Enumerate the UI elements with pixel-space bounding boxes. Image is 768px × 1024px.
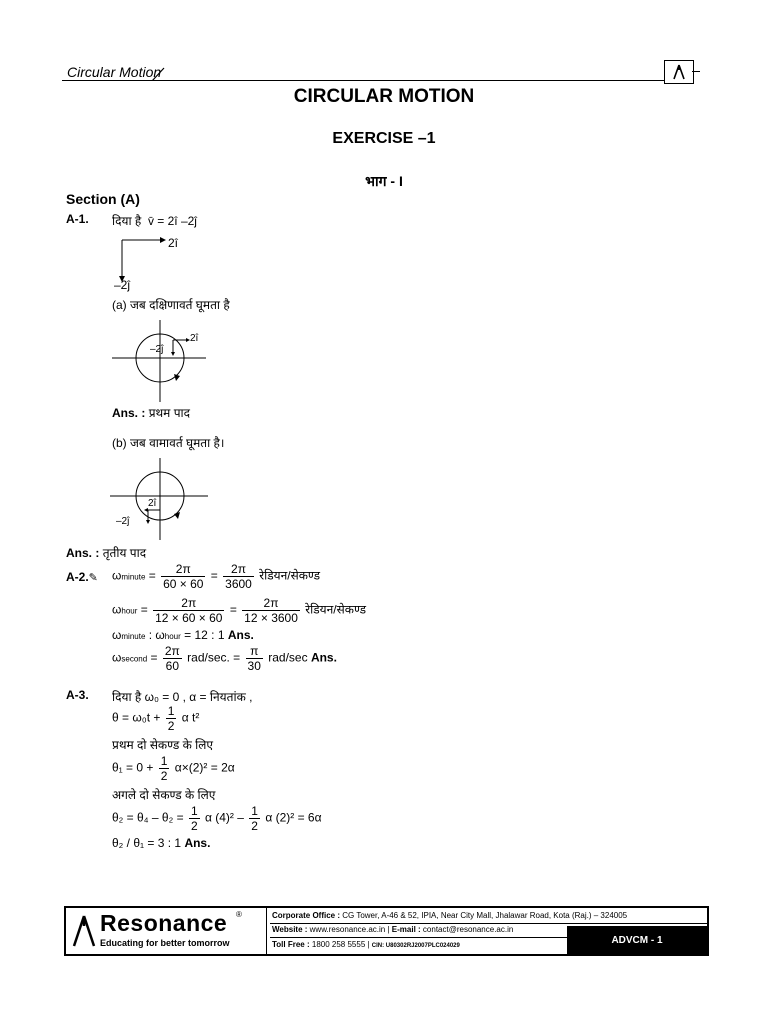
denominator: 2 xyxy=(251,819,258,833)
numerator: 2π xyxy=(242,596,300,611)
ans-marker: Ans. xyxy=(227,628,254,642)
numerator: 1 xyxy=(190,804,198,818)
omega-symbol: ω xyxy=(155,628,165,642)
corp-address: CG Tower, A-46 & 52, IPIA, Near City Mall, Jhalawar Road, Kota (Raj.) – 324005 xyxy=(342,911,628,920)
question-label-a3: A-3. xyxy=(66,688,89,702)
hour-subscript: hour xyxy=(164,632,181,641)
fraction xyxy=(163,644,182,673)
unit-text: रेडियन/सेकण्ड xyxy=(259,568,321,583)
a1-given-text: दिया है xyxy=(112,214,142,228)
brand-tagline: Educating for better tomorrow xyxy=(100,938,230,948)
diagram1-y-label: –2ĵ xyxy=(114,278,131,292)
web-label: Website : xyxy=(272,925,308,934)
corp-label: Corporate Office : xyxy=(272,911,341,920)
omega-symbol: ω xyxy=(112,568,122,583)
ans-marker: Ans. xyxy=(184,836,211,850)
minute-subscript: minute xyxy=(121,632,146,641)
denominator: 2 xyxy=(190,819,198,833)
omega-symbol: ω xyxy=(112,602,122,617)
email-link[interactable]: contact@resonance.ac.in xyxy=(422,925,514,934)
fraction xyxy=(246,644,263,673)
omega-symbol: ω xyxy=(112,628,122,642)
circle-a-x-label: 2î xyxy=(190,333,199,344)
hour-subscript: hour xyxy=(121,606,138,616)
denominator: 12 × 60 × 60 xyxy=(155,611,223,625)
a1-case-b: (b) जब वामावर्त घूमता है। xyxy=(112,436,225,450)
fraction xyxy=(166,704,177,733)
minute-subscript: minute xyxy=(121,572,146,582)
numerator: 1 xyxy=(160,754,168,768)
a3-theta-equation xyxy=(112,704,199,733)
fraction xyxy=(242,596,300,625)
denominator: 60 xyxy=(165,659,180,673)
denominator: 2 xyxy=(167,719,175,733)
numerator: π xyxy=(246,644,263,659)
a3-theta2-equation xyxy=(112,804,322,833)
a3-theta1-equation xyxy=(112,754,235,783)
omega-symbol: ω xyxy=(112,650,122,665)
page-title: CIRCULAR MOTION xyxy=(293,86,475,107)
a3-ratio xyxy=(112,836,210,850)
ans-a-label: Ans. : xyxy=(112,406,146,420)
unit-text: rad/sec. = xyxy=(187,650,241,665)
clockwise-circle-diagram xyxy=(110,318,220,404)
a2-label-text: A-2. xyxy=(66,570,89,584)
numerator: 2π xyxy=(153,596,224,611)
toll-number: 1800 258 5555 xyxy=(311,940,366,949)
numerator: 1 xyxy=(167,704,175,718)
a2-line-ratio: ωminute : ωhour = 12 : 1 Ans. xyxy=(112,628,254,642)
ans-b-label: Ans. : xyxy=(66,546,100,560)
denominator: 3600 xyxy=(225,577,252,591)
fraction xyxy=(153,596,224,625)
ans-marker: Ans. xyxy=(310,650,337,665)
question-label-a1: A-1. xyxy=(66,212,89,226)
circle-b-y-label: –2ĵ xyxy=(116,516,130,527)
toll-label: Toll Free : xyxy=(272,940,310,949)
numerator: 2π xyxy=(161,562,205,577)
a2-line-minute: ωminute = $\frac{2\pi}{60 \times 60}$ = $\frac{2\pi}{3600}$ रेडियन/सेकण्ड xyxy=(112,562,321,591)
a2-line-hour: ωhour = $\frac{2\pi}{12 \times 60 \times 60}$ = $\frac{2\pi}{12 \times 3600}$ रेडियन/सेकण्ड xyxy=(112,596,367,625)
header-rule-end xyxy=(692,71,700,72)
footer-divider xyxy=(270,923,707,924)
circle-a-y-label: –2ĵ xyxy=(150,344,164,355)
a3-first-two-seconds: प्रथम दो सेकण्ड के लिए xyxy=(112,738,214,752)
equation-middle: α (4)² – xyxy=(204,810,244,825)
email-label: E-mail : xyxy=(391,925,421,934)
equation-lhs: θ₂ = θ₄ – θ₂ = xyxy=(112,810,184,825)
a2-line-second: ωsecond = $\frac{2\pi}{60}$ rad/sec. = $\frac{\pi}{30}$ rad/sec Ans. xyxy=(112,644,337,673)
fraction xyxy=(159,754,170,783)
circle-b-x-label: 2î xyxy=(148,498,157,509)
a3-given: दिया है ω₀ = 0 , α = नियतांक , xyxy=(112,690,253,704)
fraction xyxy=(249,804,260,833)
ans-b-value: तृतीय पाद xyxy=(102,546,147,560)
equation-lhs: θ₁ = 0 + xyxy=(112,760,154,775)
unit-text: रेडियन/सेकण्ड xyxy=(305,602,367,617)
footer-brand xyxy=(66,908,267,954)
website-email: Website : www.resonance.ac.in | E-mail : contact@resonance.ac.in xyxy=(272,925,514,934)
running-header-title: Circular Motion xyxy=(67,64,162,80)
equation-rhs: α (2)² = 6α xyxy=(265,810,322,825)
equation-rhs: α t² xyxy=(181,710,200,725)
numerator: 2π xyxy=(223,562,254,577)
equation-lhs: θ = ω₀t + xyxy=(112,710,161,725)
a1-given xyxy=(112,212,197,229)
a3-next-two-seconds: अगले दो सेकण्ड के लिए xyxy=(112,788,216,802)
part-heading: भाग - I xyxy=(365,173,403,189)
question-label-a2 xyxy=(66,570,98,584)
resonance-logo-icon xyxy=(70,914,98,948)
ans-a-value: प्रथम पाद xyxy=(148,406,190,420)
denominator: 2 xyxy=(160,769,168,783)
a1-case-a: (a) जब दक्षिणावर्त घूमता है xyxy=(112,298,230,312)
counterclockwise-circle-diagram xyxy=(108,456,218,542)
second-subscript: second xyxy=(121,654,148,664)
fraction xyxy=(223,562,254,591)
equation-rhs: α×(2)² = 2α xyxy=(174,760,235,775)
footer-box xyxy=(64,906,709,956)
registered-mark: ® xyxy=(236,910,242,919)
numerator: 1 xyxy=(251,804,258,818)
fraction xyxy=(161,562,205,591)
brand-name: Resonance xyxy=(100,910,228,936)
website-link[interactable]: www.resonance.ac.in xyxy=(309,925,386,934)
denominator: 12 × 3600 xyxy=(244,611,298,625)
ratio-value: θ₂ / θ₁ = 3 : 1 xyxy=(112,836,182,850)
pencil-icon: ✎ xyxy=(88,572,98,584)
header-slant-divider xyxy=(150,67,168,81)
denominator: 60 × 60 xyxy=(163,577,204,591)
a1-given-equation: v̄ = 2î –2ĵ xyxy=(147,214,197,228)
cin-number: CIN: U80302RJ2007PLC024029 xyxy=(371,943,460,949)
toll-free: Toll Free : 1800 258 5555 | CIN: U80302RJ2007PLC024029 xyxy=(272,940,460,949)
numerator: 2π xyxy=(164,644,180,658)
section-heading: Section (A) xyxy=(66,191,140,207)
unit-text: rad/sec xyxy=(268,650,308,665)
denominator: 30 xyxy=(247,659,261,673)
ratio-value: = 12 : 1 xyxy=(184,628,225,642)
brand-logo-icon xyxy=(664,60,694,84)
page-code: ADVCM - 1 xyxy=(567,926,707,954)
fraction xyxy=(189,804,200,833)
exercise-heading: EXERCISE –1 xyxy=(332,130,436,147)
corporate-office xyxy=(272,911,627,920)
diagram1-x-label: 2î xyxy=(168,236,179,250)
a1-answer-a xyxy=(112,404,190,421)
a1-answer-b xyxy=(66,544,146,561)
